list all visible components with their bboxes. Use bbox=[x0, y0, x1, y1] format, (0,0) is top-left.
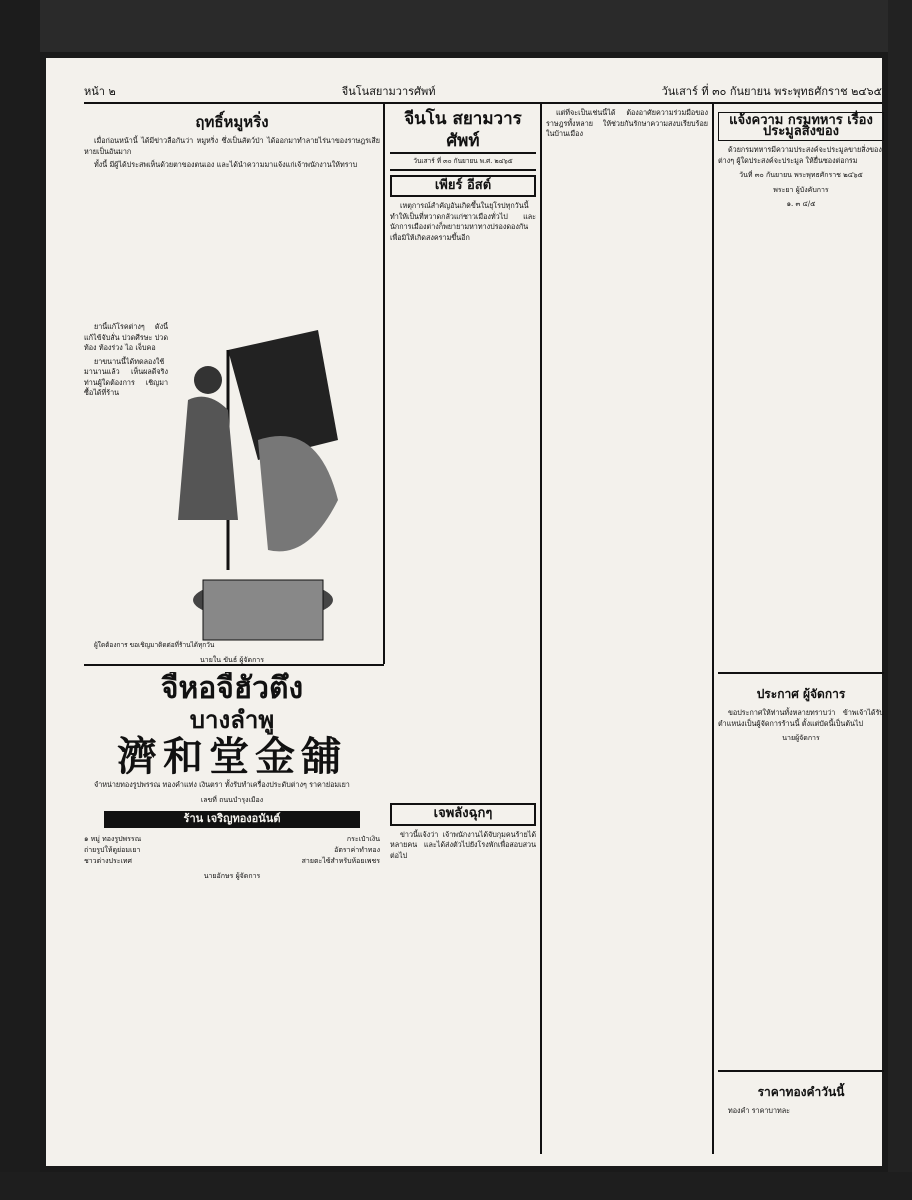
ad-chinese-name: 濟和堂金舖 bbox=[117, 733, 347, 780]
left-article-intro: เมื่อก่อนหน้านี้ ได้มีข่าวลือกันว่า หมูหริ่ง ซึ่งเป็นสัตว์ป่า ได้ออกมาทำลายไร่นาของราษฎรเสียหายเป็นอันมาก bbox=[84, 136, 380, 156]
page-number: หน้า ๒ bbox=[84, 85, 116, 98]
right-column-1 bbox=[546, 108, 708, 1048]
announce-sign: นายผู้จัดการ bbox=[782, 734, 820, 742]
scan-border-right bbox=[888, 0, 912, 1200]
left-bottom-note bbox=[84, 640, 380, 664]
notice-date: วันที่ ๓๐ กันยายน พระพุทธศักราช ๒๔๖๕ bbox=[739, 171, 863, 179]
medicine-description: ยาขนานนี้ได้ทดลองใช้มานานแล้ว เห็นผลดีจริง ท่านผู้ใดต้องการ เชิญมาซื้อได้ที่ร้าน bbox=[84, 356, 168, 397]
ad-footer-sign: นายอักษร ผู้จัดการ bbox=[203, 871, 261, 880]
scan-border-left bbox=[0, 0, 40, 1200]
column-rule bbox=[540, 104, 542, 1154]
header-paper-name: จีนโนสยามวารศัพท์ bbox=[341, 85, 436, 98]
price-title: ราคาทองคำวันนี้ bbox=[757, 1085, 845, 1099]
gold-price bbox=[718, 1078, 884, 1148]
masthead-title: จีนโน สยามวารศัพท์ bbox=[404, 109, 522, 151]
left-article-title: ฤทธิ์หมูหริ่ง bbox=[195, 113, 269, 131]
ad-item-row bbox=[84, 834, 380, 845]
notice-sign: พระยา ผู้บังคับการ bbox=[773, 185, 829, 194]
middle-article-text: เหตุการณ์สำคัญอันเกิดขึ้นในยุโรปทุกวันนี้ ทำให้เป็นที่หวาดกลัวแก่ชาวเมืองทั่วไป และนักการเมืองต่างก็พยายามหาทางปรองดองกัน เพื่อมิให้เกิดสงครามขึ้นอีก bbox=[390, 201, 536, 242]
announce-title: ประกาศ ผู้จัดการ bbox=[756, 687, 846, 701]
ad-subtitle: บางลำพู bbox=[189, 705, 275, 734]
left-bottom-sign: นายใน ขันธ์ ผู้จัดการ bbox=[200, 655, 264, 664]
ad-item: กระเป๋าเงิน bbox=[346, 834, 380, 843]
jeweler-advertisement bbox=[84, 672, 380, 1152]
price-text: ทองคำ ราคาบาทละ bbox=[728, 1106, 791, 1115]
medicine-text bbox=[84, 322, 168, 642]
ad-item: สายตะไซ้สำหรับห้อยเพชร bbox=[301, 856, 380, 865]
section-rule bbox=[84, 664, 384, 666]
section-rule bbox=[718, 1070, 884, 1072]
notice-text: ด้วยกรมทหารมีความประสงค์จะประมูลขายสิ่งของต่างๆ ผู้ใดประสงค์จะประมูล ให้ยื่นซองต่อกรม bbox=[718, 145, 882, 165]
left-article bbox=[84, 108, 380, 318]
notice-title: แจ้งความ กรมทหาร เรื่องประมูลสิ่งของ bbox=[718, 112, 884, 141]
ad-headline: จี้หอจี้ฮั่วตึ๋ง bbox=[160, 672, 304, 706]
masthead-date: วันเสาร์ ที่ ๓๐ กันยายน พ.ศ. ๒๔๖๕ bbox=[390, 152, 536, 171]
middle-section2-title: เจพลังฉุกๆ bbox=[390, 803, 536, 826]
left-article-story: ทั้งนี้ มีผู้ได้ประสพเห็นด้วยตาของตนเอง และได้นำความมาแจ้งแก่เจ้าพนักงานให้ทราบ bbox=[94, 160, 358, 169]
column-rule bbox=[712, 104, 714, 1154]
ad-banner: ร้าน เจริญทองอนันต์ bbox=[104, 811, 360, 828]
middle-column bbox=[390, 108, 536, 1152]
middle-article-title: เพียร์ อีสต์ bbox=[390, 175, 536, 198]
left-bottom-note-text: ผู้ใดต้องการ ขอเชิญมาติดต่อที่ร้านได้ทุกวัน bbox=[94, 641, 215, 649]
ad-address: เลขที่ ถนนบำรุงเมือง bbox=[200, 795, 264, 804]
column-rule bbox=[383, 104, 385, 664]
ad-item: อัตราค่าทำทอง bbox=[334, 845, 380, 854]
page-header bbox=[84, 80, 882, 104]
notice-ref: ๑. ๓ ๔/๕ bbox=[786, 200, 816, 208]
ad-item-row bbox=[84, 845, 380, 856]
lady-with-flag-illustration bbox=[168, 320, 358, 660]
ad-body: จำหน่ายทองรูปพรรณ ทองคำแท่ง เงินตรา ทั้งรับทำเครื่องประดับต่างๆ ราคาย่อมเยา bbox=[94, 780, 350, 789]
manager-announcement bbox=[718, 680, 884, 1050]
ad-item-row bbox=[84, 856, 380, 867]
scan-border-top bbox=[0, 0, 912, 52]
ad-item: ๑ หมู่ ทองรูปพรรณ bbox=[84, 834, 142, 843]
ad-item: ถ่ายรูปให้ดูย่อมเยา bbox=[84, 845, 141, 854]
section-rule bbox=[718, 672, 884, 674]
right-column-text: แต่ที่จะเป็นเช่นนี้ได้ ต้องอาศัยความร่วมมือของราษฎรทั้งหลาย ให้ช่วยกันรักษาความสงบเรียบร้อยในบ้านเมือง bbox=[546, 108, 708, 138]
military-notice bbox=[718, 108, 884, 668]
medicine-list: ยานี้แก้โรคต่างๆ ดังนี้ แก้ไข้จับสั่น ปวดศีรษะ ปวดท้อง ท้องร่วง ไอ เจ็บคอ bbox=[84, 322, 168, 352]
announce-text: ขอประกาศให้ท่านทั้งหลายทราบว่า ข้าพเจ้าได้รับตำแหน่งเป็นผู้จัดการร้านนี้ ตั้งแต่บัดนี้เป็นต้นไป bbox=[718, 708, 884, 728]
ad-item: ชาวต่างประเทศ bbox=[84, 856, 132, 865]
header-date: วันเสาร์ ที่ ๓๐ กันยายน พระพุทธศักราช ๒๔๖๕ bbox=[661, 85, 882, 98]
scan-border-bottom bbox=[0, 1172, 912, 1200]
middle-section2-text: ข่าวนี้แจ้งว่า เจ้าพนักงานได้จับกุมคนร้ายได้หลายคน และได้ส่งตัวไปยังโรงพักเพื่อสอบสวนต่อไป bbox=[390, 829, 536, 860]
